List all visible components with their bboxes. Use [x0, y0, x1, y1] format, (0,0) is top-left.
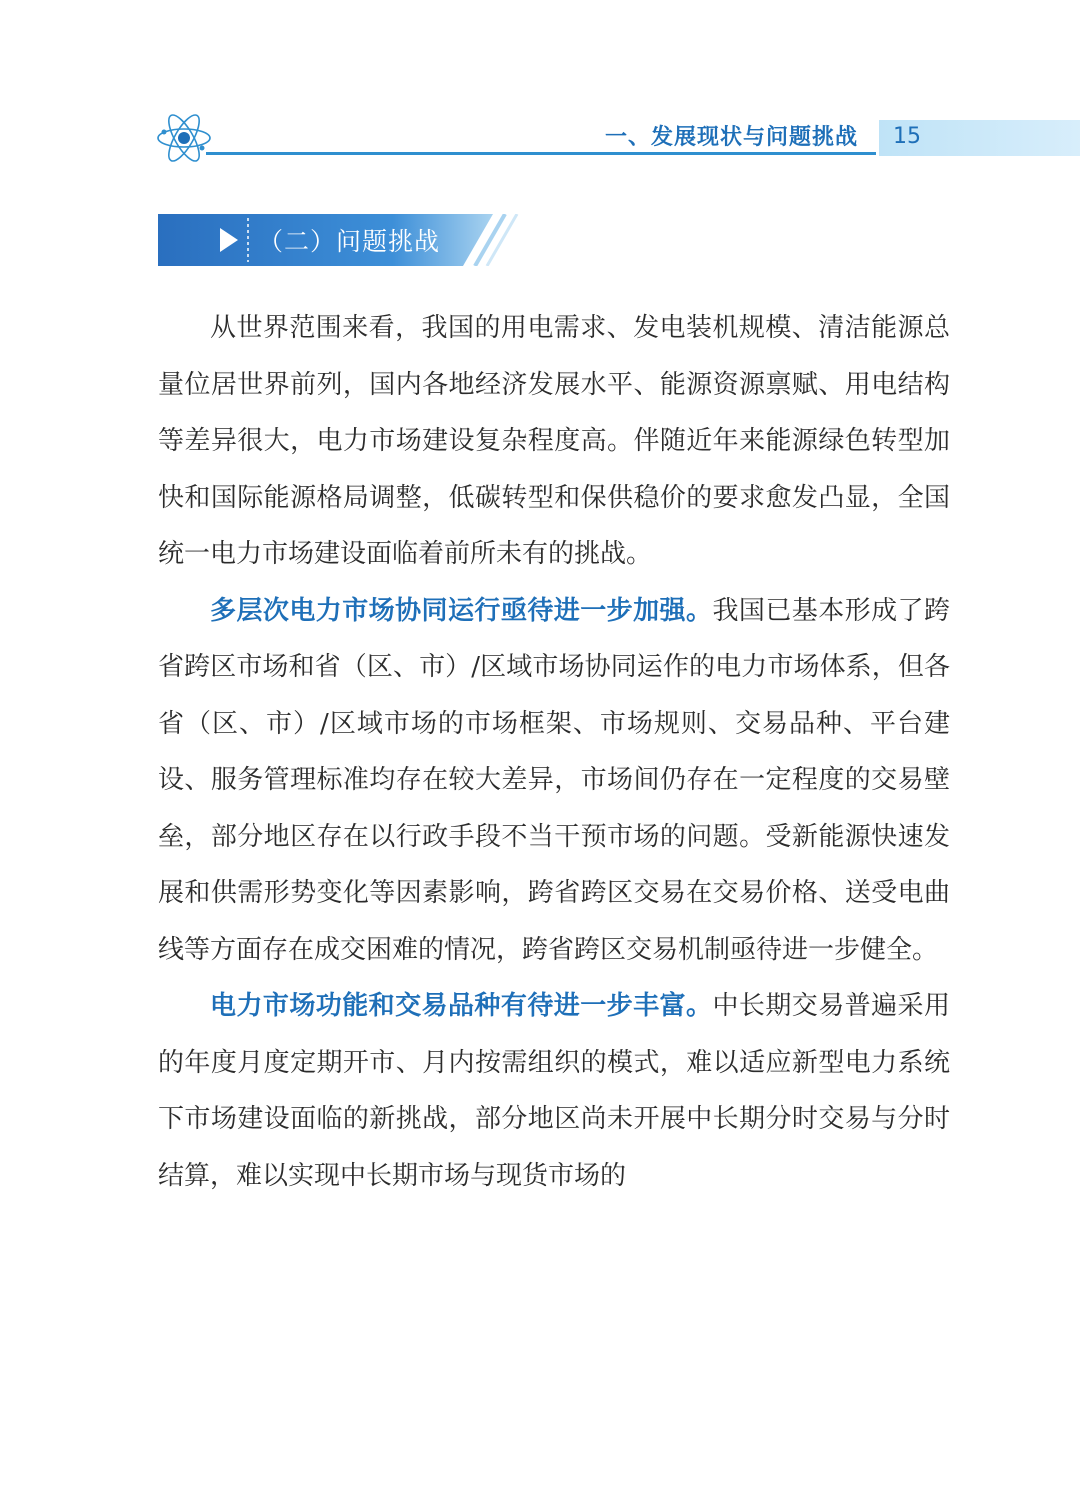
- paragraph-lead: 多层次电力市场协同运行亟待进一步加强。: [210, 595, 713, 626]
- page-number: 15: [893, 124, 921, 149]
- section-heading-banner: [158, 214, 528, 266]
- atom-icon: [154, 108, 214, 168]
- section-heading: （二）问题挑战: [258, 227, 441, 256]
- paragraph: [158, 978, 950, 1204]
- page-number-box: [876, 120, 1080, 156]
- paragraph-text: 我国已基本形成了跨省跨区市场和省（区、市）/区域市场协同运作的电力市场体系，但各省（区、市）/区域市场的市场框架、市场规则、交易品种、平台建设、服务管理标准均存在较大差异，市场间仍存在一定程度的交易壁垒，部分地区存在以行政手段不当干预市场的问题。受新能源快速发展和供需形势变化等因素影响，跨省跨区交易在交易价格、送受电曲线等方面存在成交困难的情况，跨省跨区交易机制亟待进一步健全。: [158, 595, 950, 965]
- paragraph-text: 从世界范围来看，我国的用电需求、发电装机规模、清洁能源总量位居世界前列，国内各地经济发展水平、能源资源禀赋、用电结构等差异很大，电力市场建设复杂程度高。伴随近年来能源绿色转型加快和国际能源格局调整，低碳转型和保供稳价的要求愈发凸显，全国统一电力市场建设面临着前所未有的挑战。: [158, 313, 950, 569]
- page-header: [0, 0, 1080, 170]
- paragraph-text: 中长期交易普遍采用的年度月度定期开市、月内按需组织的模式，难以适应新型电力系统下市场建设面临的新挑战，部分地区尚未开展中长期分时交易与分时结算，难以实现中长期市场与现货市场的: [158, 991, 950, 1191]
- chapter-title: 一、发展现状与问题挑战: [604, 125, 858, 150]
- paragraph: [158, 583, 950, 979]
- body-text: [158, 300, 950, 1204]
- paragraph-lead: 电力市场功能和交易品种有待进一步丰富。: [210, 991, 713, 1021]
- paragraph: [158, 300, 950, 583]
